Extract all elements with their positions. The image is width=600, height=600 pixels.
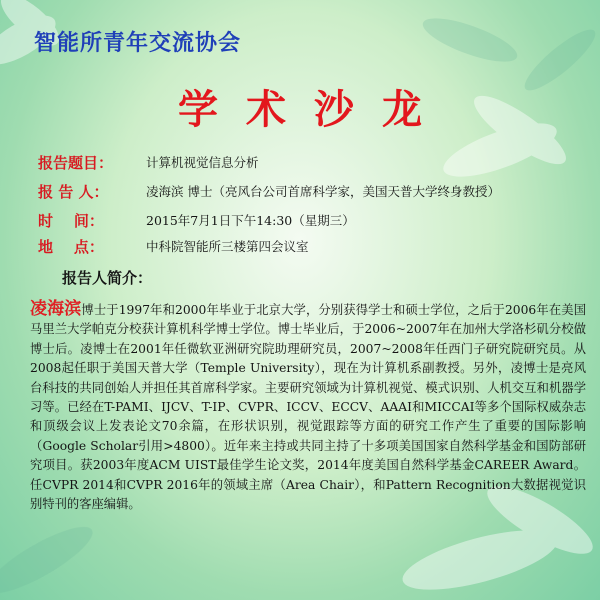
info-row-topic xyxy=(38,150,259,174)
bio-text: 博士于1997年和2000年毕业于北京大学，分别获得学士和硕士学位，之后于2006年在美国马里兰大学帕克分校获计算机科学博士学位。博士毕业后，于2006~2007年在加州大学洛杉矶分校做博士后。凌博士在2001年任微软亚洲研究院助理研究员，2007~2008年任西门子研究院研究员。从2008起任职于美国天普大学（Temple University），现在为计算机系副教授。另外，凌博士是亮风台科技的共同创始人并担任其首席科学家。主要研究领域为计算机视觉、模式识别、人机交互和机器学习等。已经在T-PAMI、IJCV、T-IP、CVPR、ICCV、ECCV、AAAI和MICCAI等多个国际权威杂志和顶级会议上发表论文70余篇，在形状识别，视觉跟踪等方面的研究工作产生了重要的国际影响（Google Scholar引用>4800）。近年来主持或共同主持了十多项美国国家自然科学基金和国防部研究项目。获2003年度ACM UIST最佳学生论文奖，2014年度美国自然科学基金CAREER Award。任CVPR 2014和CVPR 2016年的领域主席（Area Chair），和Pattern Recognition大数据视觉识别特刊的客座编辑。 xyxy=(30,303,586,512)
info-row-location xyxy=(38,234,309,258)
speaker-name: 凌海滨 xyxy=(30,299,82,319)
info-row-time xyxy=(38,208,355,232)
topic-label: 报告题目： xyxy=(38,153,114,172)
time-label: 时 间： xyxy=(38,211,104,230)
topic-value: 计算机视觉信息分析 xyxy=(146,155,259,170)
bio-paragraph xyxy=(30,300,586,514)
location-label: 地 点： xyxy=(38,237,104,256)
speaker-label: 报 告 人： xyxy=(38,182,109,201)
bio-heading: 报告人简介： xyxy=(62,269,153,287)
location-value: 中科院智能所三楼第四会议室 xyxy=(146,239,309,254)
time-value: 2015年7月1日下午14:30（星期三） xyxy=(146,213,355,228)
organization-title: 智能所青年交流协会 xyxy=(34,31,242,56)
event-title: 学术沙龙 xyxy=(178,87,450,133)
speaker-value: 凌海滨 博士（亮风台公司首席科学家，美国天普大学终身教授） xyxy=(146,184,500,199)
info-row-speaker xyxy=(38,179,500,203)
